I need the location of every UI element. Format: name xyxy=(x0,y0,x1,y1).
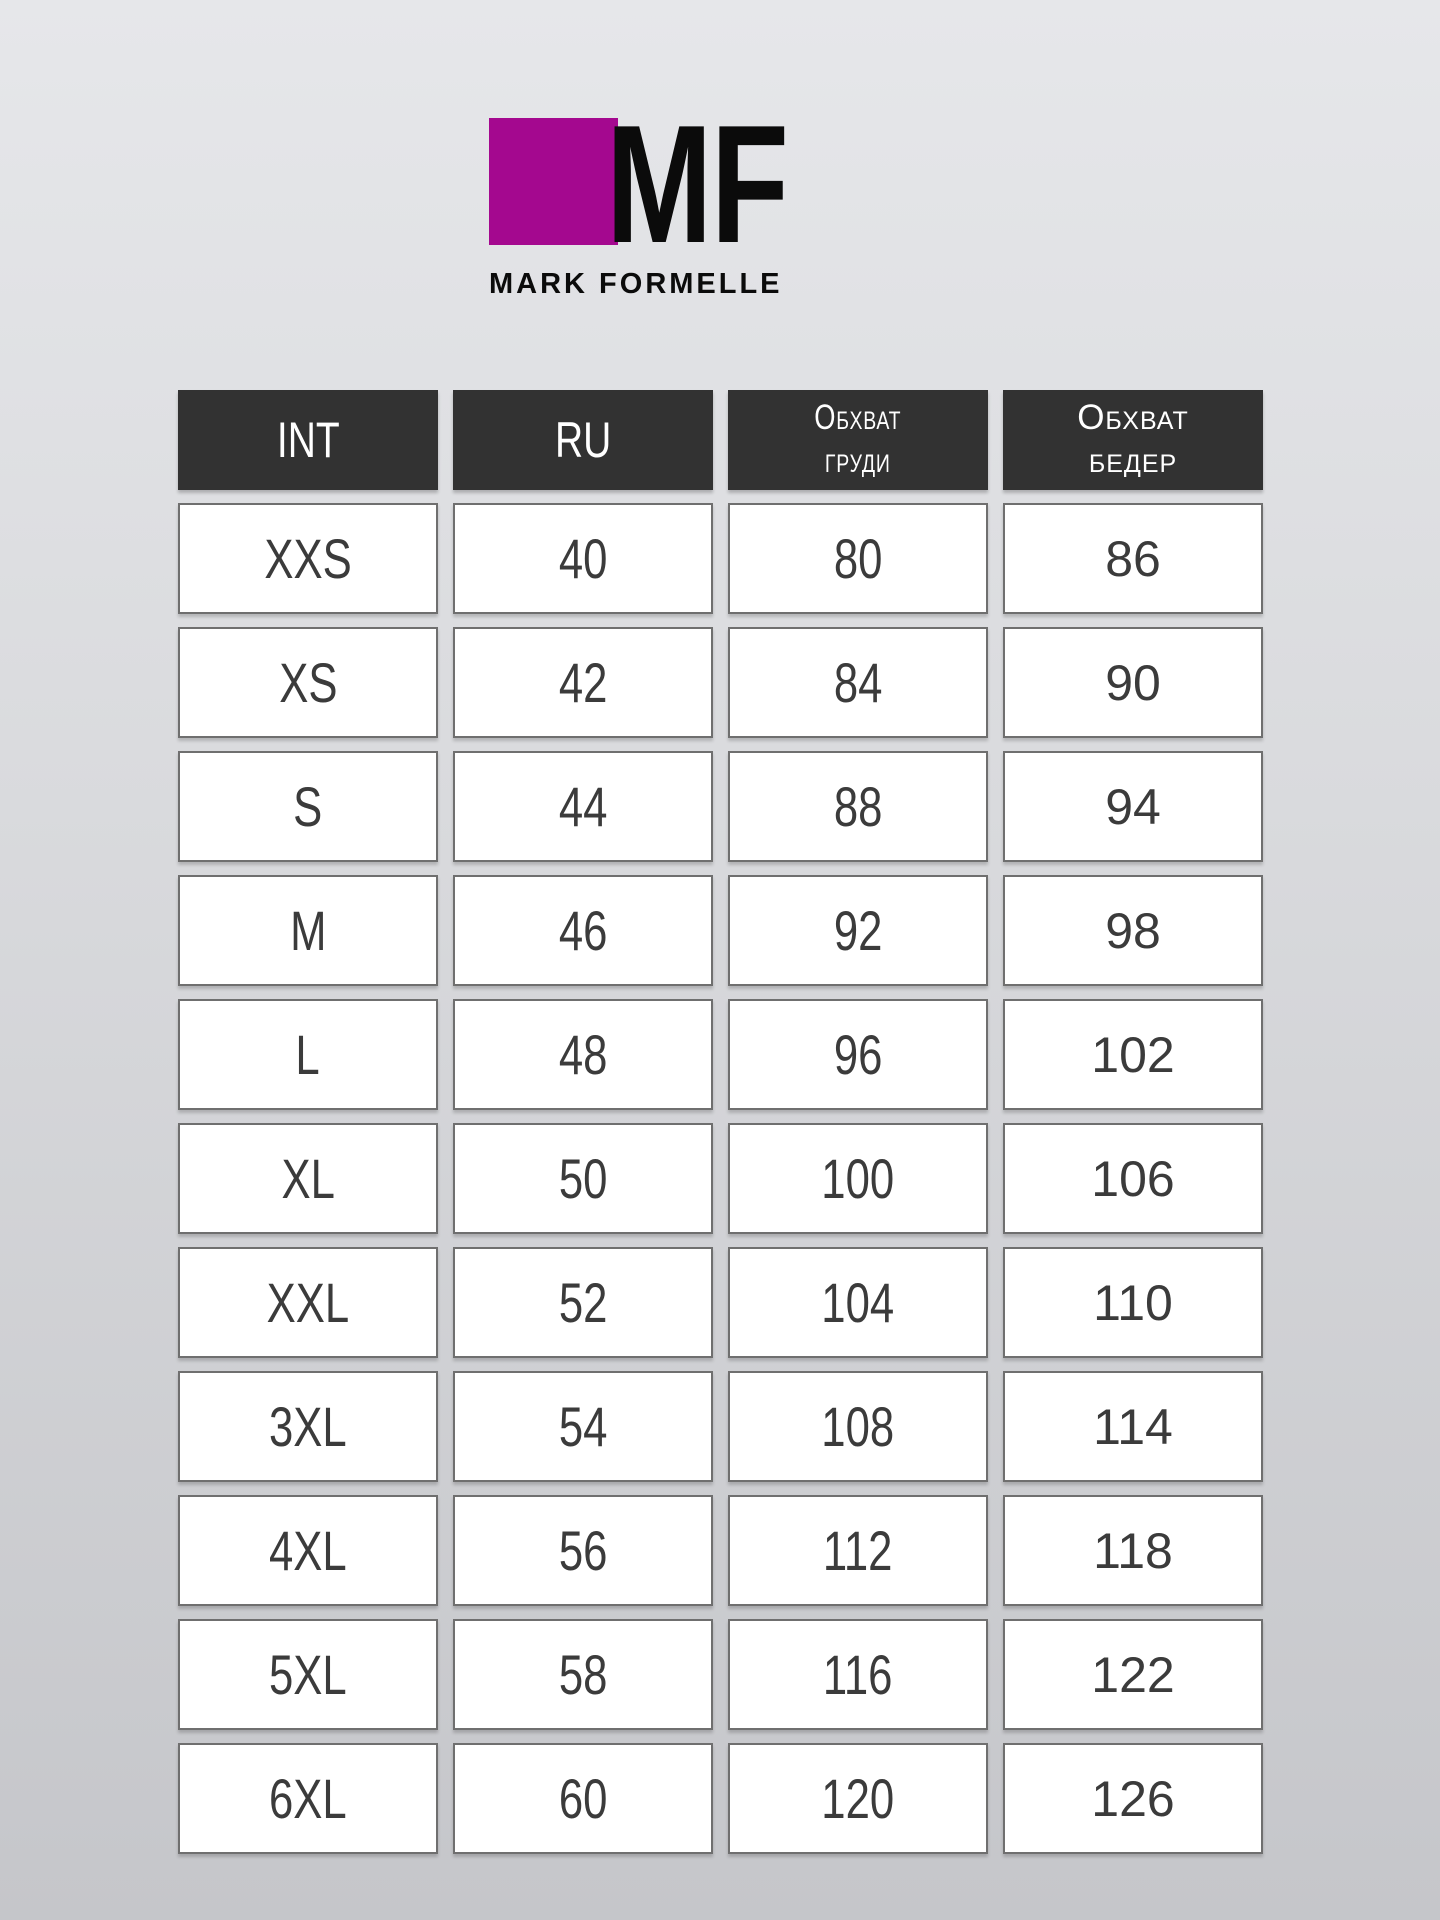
size-table xyxy=(178,390,1263,1854)
size-cell-chest: 84 xyxy=(728,627,988,738)
size-cell-chest: 104 xyxy=(728,1247,988,1358)
size-cell-ru: 58 xyxy=(453,1619,713,1730)
size-cell-ru: 40 xyxy=(453,503,713,614)
size-cell-int: 6XL xyxy=(178,1743,438,1854)
size-cell-int: XXL xyxy=(178,1247,438,1358)
size-cell-hips: 114 xyxy=(1003,1371,1263,1482)
column-header: Обхват груди xyxy=(728,390,988,490)
size-cell-hips: 98 xyxy=(1003,875,1263,986)
size-cell-ru: 44 xyxy=(453,751,713,862)
size-cell-hips: 118 xyxy=(1003,1495,1263,1606)
brand-logo-square-icon xyxy=(489,118,618,245)
size-cell-int: 4XL xyxy=(178,1495,438,1606)
size-cell-chest: 116 xyxy=(728,1619,988,1730)
size-cell-chest: 112 xyxy=(728,1495,988,1606)
size-cell-hips: 94 xyxy=(1003,751,1263,862)
size-cell-int: S xyxy=(178,751,438,862)
size-cell-ru: 52 xyxy=(453,1247,713,1358)
size-cell-ru: 46 xyxy=(453,875,713,986)
size-cell-ru: 48 xyxy=(453,999,713,1110)
size-cell-hips: 86 xyxy=(1003,503,1263,614)
size-cell-hips: 102 xyxy=(1003,999,1263,1110)
size-cell-hips: 106 xyxy=(1003,1123,1263,1234)
size-cell-int: M xyxy=(178,875,438,986)
size-cell-hips: 90 xyxy=(1003,627,1263,738)
brand-wordmark: MARK FORMELLE xyxy=(489,268,783,300)
size-cell-chest: 108 xyxy=(728,1371,988,1482)
size-cell-int: 3XL xyxy=(178,1371,438,1482)
size-cell-chest: 96 xyxy=(728,999,988,1110)
column-header: INT xyxy=(178,390,438,490)
size-cell-chest: 88 xyxy=(728,751,988,862)
size-cell-ru: 54 xyxy=(453,1371,713,1482)
size-cell-chest: 100 xyxy=(728,1123,988,1234)
size-cell-ru: 42 xyxy=(453,627,713,738)
column-header: Обхват бедер xyxy=(1003,390,1263,490)
size-cell-int: XS xyxy=(178,627,438,738)
size-cell-chest: 120 xyxy=(728,1743,988,1854)
size-cell-hips: 122 xyxy=(1003,1619,1263,1730)
size-cell-chest: 80 xyxy=(728,503,988,614)
size-cell-ru: 60 xyxy=(453,1743,713,1854)
size-cell-int: L xyxy=(178,999,438,1110)
size-cell-int: XXS xyxy=(178,503,438,614)
size-cell-ru: 56 xyxy=(453,1495,713,1606)
size-cell-chest: 92 xyxy=(728,875,988,986)
size-cell-hips: 110 xyxy=(1003,1247,1263,1358)
column-header: RU xyxy=(453,390,713,490)
size-cell-int: 5XL xyxy=(178,1619,438,1730)
brand-logo-initials: MF xyxy=(606,90,788,278)
size-cell-int: XL xyxy=(178,1123,438,1234)
size-cell-hips: 126 xyxy=(1003,1743,1263,1854)
size-cell-ru: 50 xyxy=(453,1123,713,1234)
